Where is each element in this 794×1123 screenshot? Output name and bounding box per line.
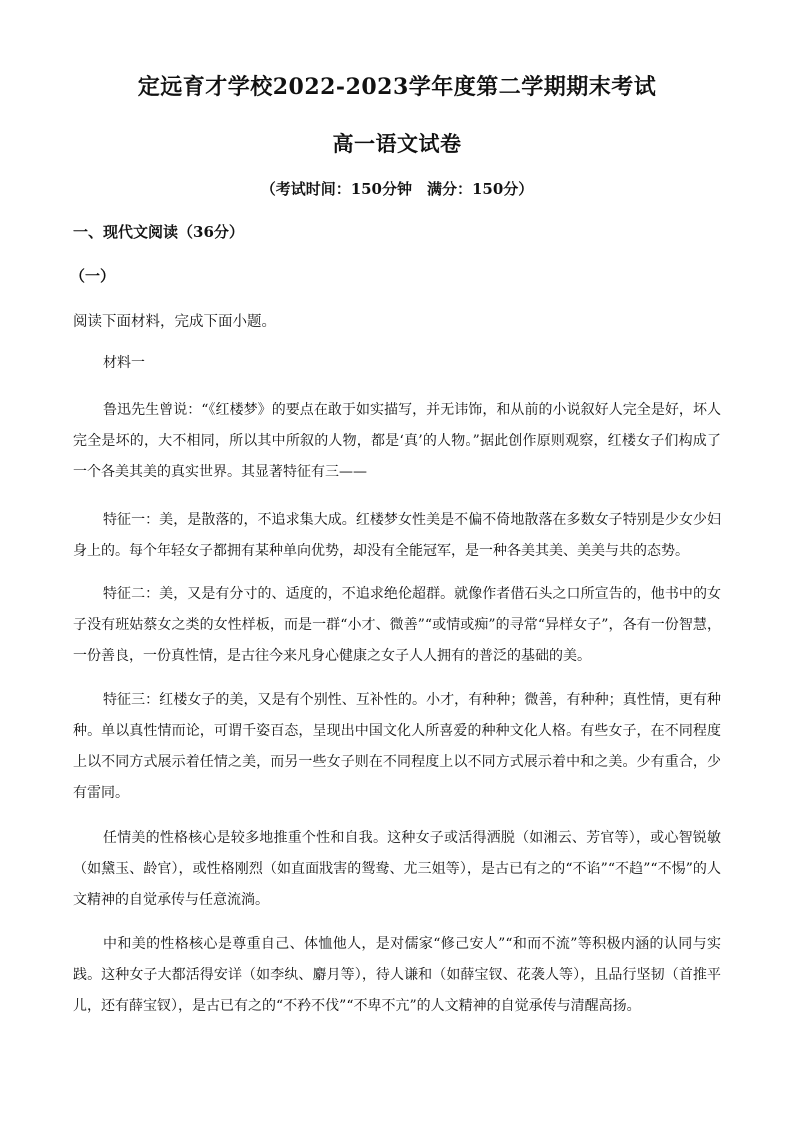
- exam-info: （考试时间：150分钟 满分：150分）: [260, 180, 534, 198]
- exam-title: 定远育才学校2022-2023学年度第二学期期末考试: [137, 74, 657, 100]
- paragraph-2: 特征一：美，是散落的，不追求集大成。红楼梦女性美是不偏不倚地散落在多数女子特别是少女少妇身上的。每个年轻女子都拥有某种单向优势，却没有全能冠军，是一种各美其美、美美与共的态势。: [73, 512, 721, 559]
- exam-subtitle: 高一语文试卷: [332, 131, 462, 156]
- section-heading: 一、现代文阅读（36分）: [73, 223, 244, 241]
- paragraph-1: 鲁迅先生曾说：“《红楼梦》的要点在敢于如实描写，并无讳饰，和从前的小说叙好人完全是好，坏人完全是坏的，大不相同，所以其中所叙的人物，都是‘真’的人物。”据此创作原则观察，红楼女子们构成了一个各美其美的真实世界。其显著特征有三——: [73, 402, 721, 480]
- reading-instruction: 阅读下面材料，完成下面小题。: [73, 314, 276, 330]
- paragraph-3: 特征二：美，又是有分寸的、适度的，不追求绝伦超群。就像作者借石头之口所宣告的，他书中的女子没有班姑蔡女之类的女性样板，而是一群“小才、微善”“或情或痴”的寻常“异样女子”，各有一份智慧，一份善良，一份真性情，是古往今来凡身心健康之女子人人拥有的普泛的基础的美。: [73, 586, 721, 664]
- paragraph-4: 特征三：红楼女子的美，又是有个别性、互补性的。小才，有种种；微善，有种种；真性情，更有种种。单以真性情而论，可谓千姿百态，呈现出中国文化人所喜爱的种种文化人格。有些女子，在不同程度上以不同方式展示着任情之美，而另一些女子则在不同程度上以不同方式展示着中和之美。少有重合，少有雷同。: [73, 692, 721, 801]
- part-label: （一）: [70, 267, 116, 285]
- paragraph-5: 任情美的性格核心是较多地推重个性和自我。这种女子或活得洒脱（如湘云、芳官等），或心智锐敏（如黛玉、龄官），或性格刚烈（如直面戕害的鸳鸯、尤三姐等），是古已有之的“不谄”“不趋”“不惕”的人文精神的自觉承传与任意流淌。: [73, 830, 721, 908]
- material-label: 材料一: [103, 355, 145, 371]
- paragraph-6: 中和美的性格核心是尊重自己、体恤他人，是对儒家“修己安人”“和而不流”等积极内涵的认同与实践。这种女子大都活得安详（如李纨、麝月等），待人谦和（如薛宝钗、花袭人等），且品行坚韧（首推平儿，还有薛宝钗），是古已有之的“不矜不伐”“不卑不亢”的人文精神的自觉承传与清醒高扬。: [73, 936, 721, 1014]
